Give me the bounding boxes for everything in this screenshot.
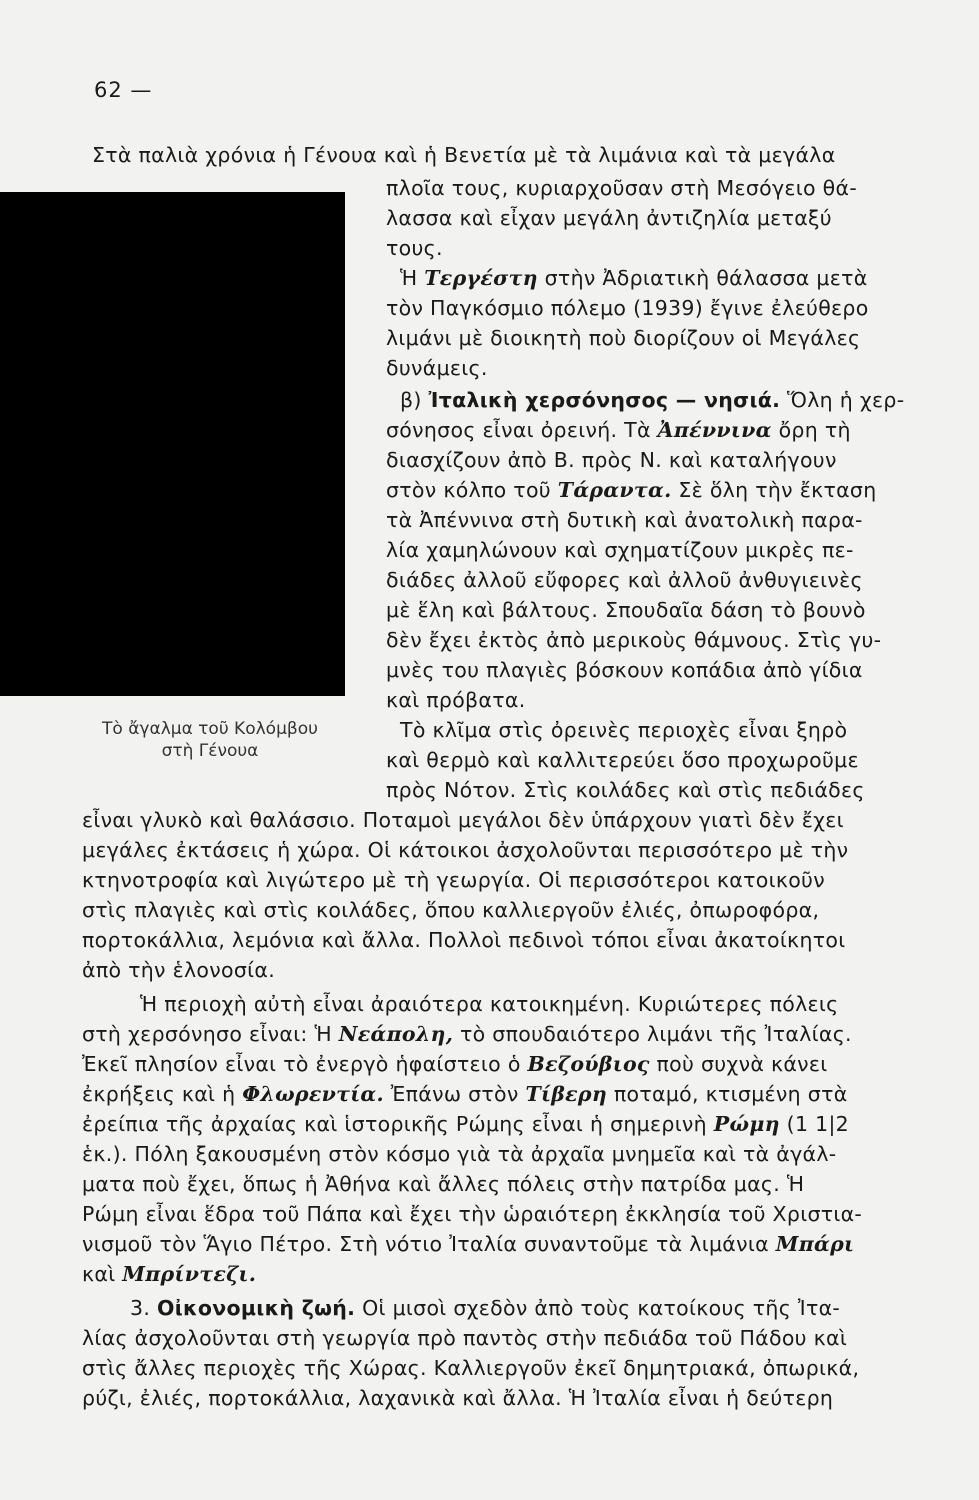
text-line: ἀπὸ τὴν ἑλονοσία.: [82, 958, 276, 982]
text-line: κτηνοτροφία καὶ λιγώτερο μὲ τὴ γεωργία. Οἱ περισσότεροι κατοικοῦν: [82, 868, 825, 892]
text-line: ἐρείπια τῆς ἀρχαίας καὶ ἱστορικῆς Ρώμης εἶναι ἡ σημερινὴ Ρώμη (1 1|2: [82, 1112, 850, 1136]
text-line: πλοῖα τους, κυριαρχοῦσαν στὴ Μεσόγειο θά-: [386, 176, 858, 200]
text-line: καὶ πρόβατα.: [386, 688, 526, 712]
page-number: 62 —: [94, 78, 153, 102]
text-line: στὸν κόλπο τοῦ Τάραντα. Σὲ ὅλη τὴν ἔκταση: [386, 478, 877, 502]
text-line: στὴ χερσόνησο εἶναι: Ἡ Νεάπολη, τὸ σπουδαιότερο λιμάνι τῆς Ἰταλίας.: [82, 1022, 852, 1046]
caption-line: Τὸ ἄγαλμα τοῦ Κολόμβου: [102, 719, 318, 739]
text-line: μνὲς του πλαγιὲς βόσκουν κοπάδια ἀπὸ γίδια: [386, 658, 863, 682]
text-line: εἶναι γλυκὸ καὶ θαλάσσιο. Ποταμοὶ μεγάλοι δὲν ὑπάρχουν γιατὶ δὲν ἔχει: [82, 808, 844, 832]
text-line: λιμάνι μὲ διοικητὴ ποὺ διορίζουν οἱ Μεγάλες: [386, 326, 861, 350]
text-line: λίας ἀσχολοῦνται στὴ γεωργία πρὸ παντὸς στὴν πεδιάδα τοῦ Πάδου καὶ: [82, 1326, 848, 1350]
text-line: τὰ Ἀπέννινα στὴ δυτικὴ καὶ ἀνατολικὴ παρα-: [386, 508, 863, 532]
text-line: πορτοκάλλια, λεμόνια καὶ ἄλλα. Πολλοὶ πεδινοὶ τόποι εἶναι ἀκατοίκητοι: [82, 928, 846, 952]
text-line: Τὸ κλῖμα στὶς ὀρεινὲς περιοχὲς εἶναι ξηρὸ: [400, 718, 848, 742]
figure-caption: [60, 718, 360, 762]
text-line: ματα ποὺ ἔχει, ὅπως ἡ Ἀθήνα καὶ ἄλλες πόλεις στὴν πατρίδα μας. Ἡ: [82, 1172, 805, 1196]
text-line: ρύζι, ἐλιές, πορτοκάλλια, λαχανικὰ καὶ ἄλλα. Ἡ Ἰταλία εἶναι ἡ δεύτερη: [82, 1386, 834, 1410]
text-line: μὲ ἕλη καὶ βάλτους. Σπουδαῖα δάση τὸ βουνὸ: [386, 598, 866, 622]
caption-line: στὴ Γένουα: [161, 741, 259, 761]
text-line: στὶς πλαγιὲς καὶ στὶς κοιλάδες, ὅπου καλλιεργοῦν ἐλιές, ὀπωροφόρα,: [82, 898, 820, 922]
text-line: καὶ Μπρίντεζι.: [82, 1262, 257, 1286]
text-line: ἑκ.). Πόλη ξακουσμένη στὸν κόσμο γιὰ τὰ ἀρχαῖα μνημεῖα καὶ τὰ ἀγάλ-: [82, 1142, 837, 1166]
text-line: τους.: [386, 236, 443, 260]
text-line: ἐκρήξεις καὶ ἡ Φλωρεντία. Ἐπάνω στὸν Τίβερη ποταμό, κτισμένη στὰ: [82, 1082, 848, 1106]
text-line: στὶς ἄλλες περιοχὲς τῆς Χώρας. Καλλιεργοῦν ἐκεῖ δημητριακά, ὀπωρικά,: [82, 1356, 860, 1380]
text-line: 3. Οἰκονομικὴ ζωή. Οἱ μισοὶ σχεδὸν ἀπὸ τοὺς κατοίκους τῆς Ἰτα-: [130, 1296, 841, 1320]
text-line: πρὸς Νότον. Στὶς κοιλάδες καὶ στὶς πεδιάδες: [386, 778, 865, 802]
text-line: μεγάλες ἐκτάσεις ἡ χώρα. Οἱ κάτοικοι ἀσχολοῦνται περισσότερο μὲ τὴν: [82, 838, 849, 862]
text-line: σόνησος εἶναι ὀρεινή. Τὰ Ἀπέννινα ὄρη τὴ: [386, 418, 851, 442]
text-line: διασχίζουν ἀπὸ Β. πρὸς Ν. καὶ καταλήγουν: [386, 448, 837, 472]
text-line: τὸν Παγκόσμιο πόλεμο (1939) ἔγινε ἐλεύθερο: [386, 296, 869, 320]
text-line: λία χαμηλώνουν καὶ σχηματίζουν μικρὲς πε-: [386, 538, 854, 562]
text-line: Ρώμη εἶναι ἕδρα τοῦ Πάπα καὶ ἔχει τὴν ὡραιότερη ἐκκλησία τοῦ Χριστια-: [82, 1202, 863, 1226]
text-line: λασσα καὶ εἶχαν μεγάλη ἀντιζηλία μεταξύ: [386, 206, 832, 230]
columbus-statue-photo: [0, 192, 345, 696]
text-line: διάδες ἀλλοῦ εὔφορες καὶ ἀλλοῦ ἀνθυγιεινὲς: [386, 568, 863, 592]
text-line: καὶ θερμὸ καὶ καλλιτερεύει ὅσο προχωροῦμε: [386, 748, 859, 772]
text-line: δυνάμεις.: [386, 356, 488, 380]
text-line: Ἐκεῖ πλησίον εἶναι τὸ ἐνεργὸ ἡφαίστειο ὁ Βεζούβιος ποὺ συχνὰ κάνει: [82, 1052, 828, 1076]
text-line: Στὰ παλιὰ χρόνια ἡ Γένουα καὶ ἡ Βενετία μὲ τὰ λιμάνια καὶ τὰ μεγάλα: [92, 143, 836, 167]
text-line: Ἡ περιοχὴ αὐτὴ εἶναι ἀραιότερα κατοικημένη. Κυριώτερες πόλεις: [140, 992, 839, 1016]
text-line: Ἡ Τεργέστη στὴν Ἀδριατικὴ θάλασσα μετὰ: [400, 266, 868, 290]
text-line: νισμοῦ τὸν Ἅγιο Πέτρο. Στὴ νότιο Ἰταλία συναντοῦμε τὰ λιμάνια Μπάρι: [82, 1232, 855, 1256]
text-line: δὲν ἔχει ἐκτὸς ἀπὸ μερικοὺς θάμνους. Στὶς γυ-: [386, 628, 882, 652]
text-line: β) Ἰταλικὴ χερσόνησος — νησιά. Ὅλη ἡ χερ-: [400, 388, 905, 412]
